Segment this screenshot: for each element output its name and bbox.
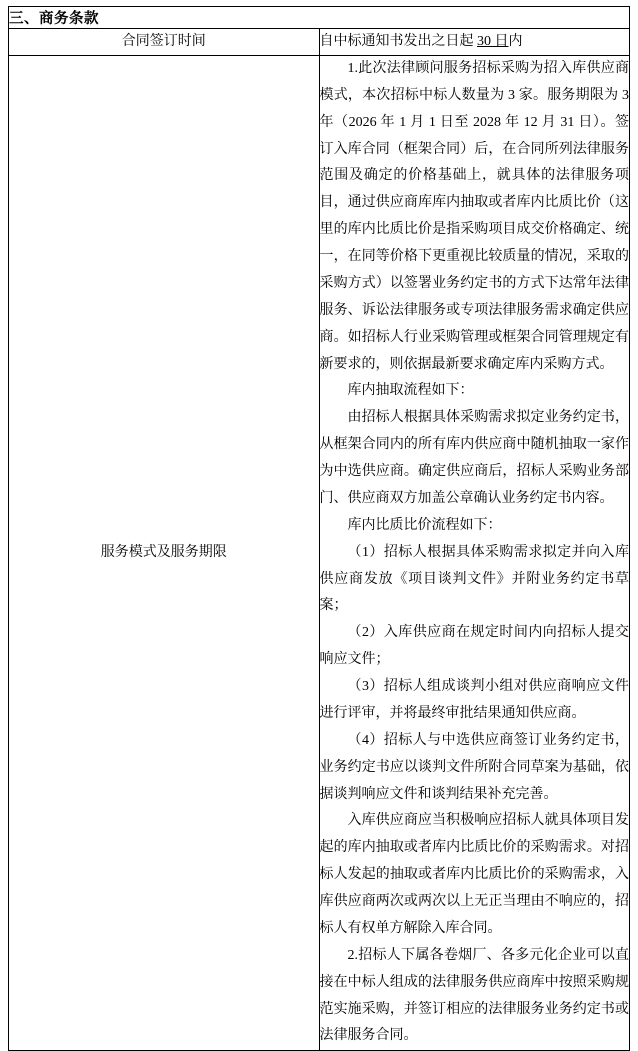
- row-value-signing-time: [319, 29, 630, 56]
- section-heading: 三、商务条款: [9, 7, 630, 29]
- paragraph-6: （2）入库供应商在规定时间内向招标人提交响应文件；: [319, 625, 629, 668]
- signing-time-underlined: 30 日: [477, 34, 509, 49]
- paragraph-1: 1.此次法律顾问服务招标采购为招入库供应商模式，本次招标中标人数量为 3 家。服务期限为 3 年（2026 年 1 月 1 日至 2028 年 12 月 31 日）。签订入库合同（框架合同）后，在合同所列法律服务范围及确定的价格基础上，就具体的法律服务项目，通过供应商库库内抽取或者库内比质比价（这里的库内比质比价是指采购项目成交价格确定、统一，在同等价格下更重视比较质量的情况，采取的采购方式）以签署业务约定书的方式下达常年法律服务、诉讼法律服务或专项法律服务需求确定供应商。如招标人行业采购管理或框架合同管理规定有新要求的，则依据最新要求确定库内采购方式。: [319, 60, 629, 372]
- signing-time-prefix: 自中标通知书发出之日起: [319, 34, 477, 49]
- row-value-service-mode: [319, 55, 630, 1050]
- row-label-signing-time: 合同签订时间: [9, 29, 320, 56]
- table-row-signing-time: [9, 29, 630, 56]
- paragraph-4: 库内比质比价流程如下：: [347, 517, 502, 533]
- paragraph-5: （1）招标人根据具体采购需求拟定并向入库供应商发放《项目谈判文件》并附业务约定书草案；: [319, 544, 629, 614]
- table-row-section-heading: [9, 7, 630, 29]
- paragraph-7: （3）招标人组成谈判小组对供应商响应文件进行评审，并将最终审批结果通知供应商。: [319, 679, 629, 721]
- row-label-service-mode: 服务模式及服务期限: [9, 55, 320, 1050]
- paragraph-9: 入库供应商应当积极响应招标人就具体项目发起的库内抽取或者库内比质比价的采购需求。对招标人发起的抽取或者库内比质比价的采购需求，入库供应商两次或两次以上无正当理由不响应的，招标人有权单方解除入库合同。: [319, 813, 629, 936]
- signing-time-suffix: 内: [508, 34, 523, 49]
- business-terms-table: [8, 6, 630, 1051]
- paragraph-10: 2.招标人下属各卷烟厂、各多元化企业可以直接在中标人组成的法律服务供应商库中按照采购规范实施采购，并签订相应的法律服务业务约定书或法律服务合同。: [319, 947, 629, 1044]
- paragraph-8: （4）招标人与中选供应商签订业务约定书，业务约定书应以谈判文件所附合同草案为基础，依据谈判响应文件和谈判结果补充完善。: [319, 732, 629, 802]
- paragraph-3: 由招标人根据具体采购需求拟定业务约定书，从框架合同内的所有库内供应商中随机抽取一家作为中选供应商。确定供应商后，招标人采购业务部门、供应商双方加盖公章确认业务约定书内容。: [319, 410, 629, 506]
- paragraph-2: 库内抽取流程如下：: [347, 383, 474, 399]
- table-row-service-mode: [9, 55, 630, 1050]
